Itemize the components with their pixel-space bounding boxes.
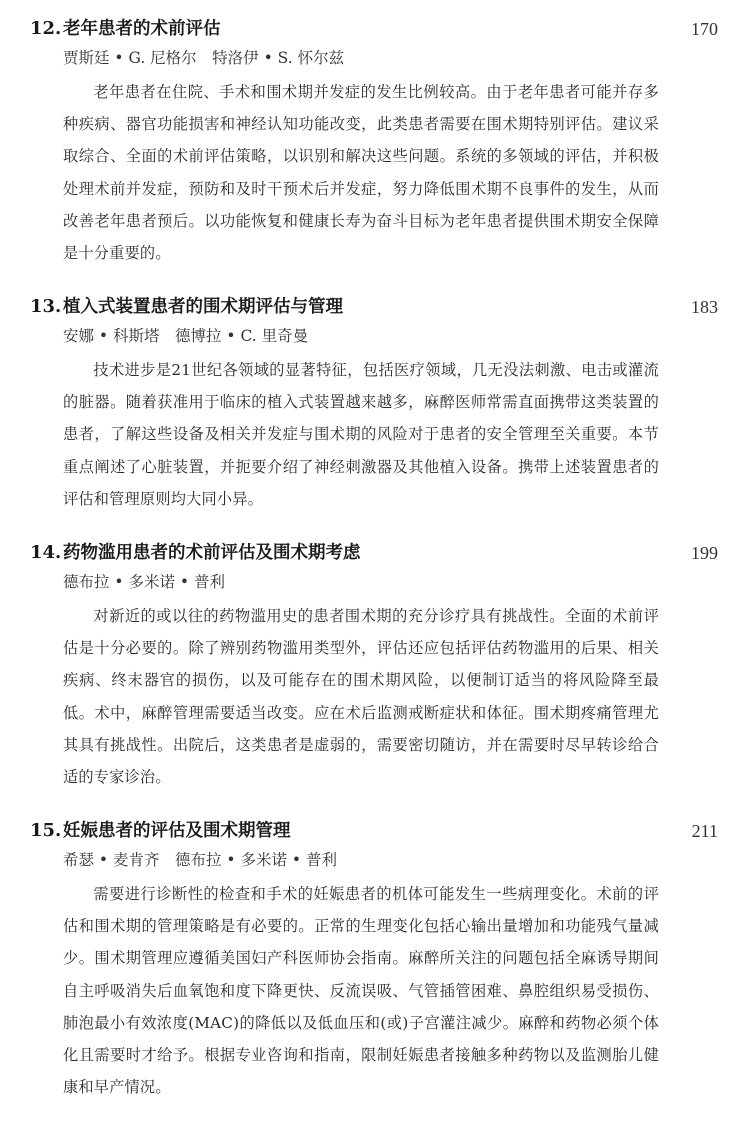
toc-entry-13 [0, 292, 730, 508]
entry-number: 12. [30, 18, 62, 39]
entry-header [0, 14, 730, 48]
entry-page-number: 183 [691, 297, 718, 317]
entry-title: 植入式装置患者的围术期评估与管理 [63, 297, 343, 317]
entry-authors: 德布拉 • 多米诺 • 普利 [63, 573, 225, 591]
entry-header [0, 538, 730, 572]
entry-page-number: 199 [691, 543, 718, 563]
entry-page-number: 170 [691, 19, 718, 39]
entry-abstract: 老年患者在住院、手术和围术期并发症的发生比例较高。由于老年患者可能并存多种疾病、器官功能损害和神经认知功能改变，此类患者需要在围术期特别评估。建议采取综合、全面的术前评估策略，以识别和解决这些问题。系统的多领域的评估，并积极处理术前并发症，预防和及时干预术后并发症，努力降低围术期不良事件的发生，从而改善老年患者预后。以功能恢复和健康长寿为奋斗目标为老年患者提供围术期安全保障是十分重要的。 [63, 83, 659, 263]
entry-abstract: 技术进步是21世纪各领域的显著特征，包括医疗领域，几无没法刺激、电击或灌流的脏器。随着获准用于临床的植入式装置越来越多，麻醉医师常需直面携带这类装置的患者，了解这些设备及相关并发症与围术期的风险对于患者的安全管理至关重要。本节重点阐述了心脏装置，并扼要介绍了神经刺激器及其他植入设备。携带上述装置患者的评估和管理原则均大同小异。 [63, 361, 659, 508]
entry-header [0, 292, 730, 326]
entry-number: 13. [30, 296, 62, 317]
entry-title: 老年患者的术前评估 [63, 19, 221, 39]
entry-number: 14. [30, 542, 62, 563]
entry-authors: 安娜 • 科斯塔 德博拉 • C. 里奇曼 [63, 327, 309, 345]
entry-title: 药物滥用患者的术前评估及围术期考虑 [63, 543, 361, 563]
toc-entry-15 [0, 816, 730, 1097]
entry-number: 15. [30, 820, 62, 841]
entry-authors: 贾斯廷 • G. 尼格尔 特洛伊 • S. 怀尔兹 [63, 49, 345, 67]
entry-title: 妊娠患者的评估及围术期管理 [63, 821, 291, 841]
entry-abstract: 需要进行诊断性的检查和手术的妊娠患者的机体可能发生一些病理变化。术前的评估和围术期的管理策略是有必要的。正常的生理变化包括心输出量增加和功能残气量减少。围术期管理应遵循美国妇产科医师协会指南。麻醉所关注的问题包括全麻诱导期间自主呼吸消失后血氧饱和度下降更快、反流误吸、气管插管困难、鼻腔组织易受损伤、肺泡最小有效浓度(MAC)的降低以及低血压和(或)子宫灌注减少。麻醉和药物必须个体化且需要时才给予。根据专业咨询和指南，限制妊娠患者接触多种药物以及监测胎儿健康和早产情况。 [63, 885, 659, 1097]
entry-header [0, 816, 730, 850]
entry-authors: 希瑟 • 麦肯齐 德布拉 • 多米诺 • 普利 [63, 851, 337, 869]
entry-abstract: 对新近的或以往的药物滥用史的患者围术期的充分诊疗具有挑战性。全面的术前评估是十分必要的。除了辨别药物滥用类型外，评估还应包括评估药物滥用的后果、相关疾病、终末器官的损伤，以及可能存在的围术期风险，以便制订适当的将风险降至最低。术中，麻醉管理需要适当改变。应在术后监测戒断症状和体征。围术期疼痛管理尤其具有挑战性。出院后，这类患者是虚弱的，需要密切随访，并在需要时尽早转诊给合适的专家诊治。 [63, 607, 659, 787]
toc-entry-14 [0, 538, 730, 787]
toc-entry-12 [0, 14, 730, 263]
entry-page-number: 211 [691, 821, 718, 841]
